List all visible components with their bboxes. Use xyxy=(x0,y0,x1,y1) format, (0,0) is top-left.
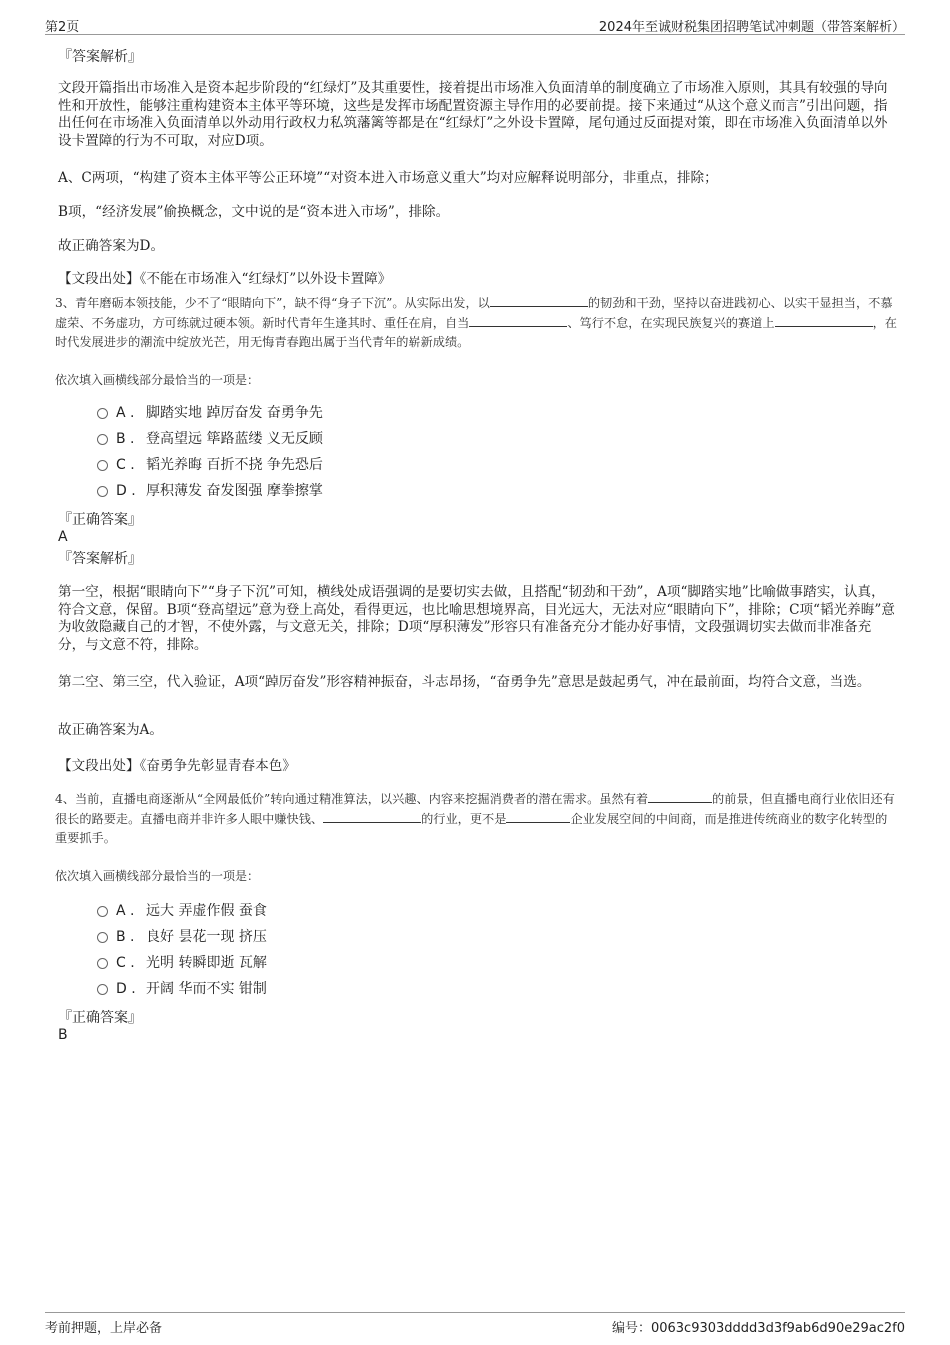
radio-icon[interactable] xyxy=(97,906,108,917)
analysis-1-para-3: B项，“经济发展”偷换概念，文中说的是“资本进入市场”，排除。 xyxy=(58,204,450,220)
option-text: 脚踏实地 踔厉奋发 奋勇争先 xyxy=(146,405,323,421)
blank xyxy=(469,314,567,327)
question-3-text-d: ，在时代发展进步的潮流中绽放光芒，用无悔青春跑出属于当代青年的崭新成绩。 xyxy=(55,315,897,349)
question-4-text-d: 企业发展空间的中间商，而是推进传统商业的数字化转型的重要抓手。 xyxy=(55,811,888,845)
analysis-label-1: 『答案解析』 xyxy=(58,49,142,65)
option-text: 光明 转瞬即逝 瓦解 xyxy=(146,955,267,971)
analysis-3-para-3-wrap xyxy=(58,722,896,740)
radio-icon[interactable] xyxy=(97,460,108,471)
option-text: 登高望远 筚路蓝缕 义无反顾 xyxy=(146,431,323,447)
analysis-3-para-2-wrap xyxy=(58,674,896,692)
option-text: 韬光养晦 百折不挠 争先恐后 xyxy=(146,457,323,473)
question-3-instruction: 依次填入画横线部分最恰当的一项是： xyxy=(55,373,260,387)
question-4-instruction: 依次填入画横线部分最恰当的一项是： xyxy=(55,869,260,883)
correct-label-4: 『正确答案』 xyxy=(58,1010,142,1026)
option-4-a[interactable] xyxy=(97,902,267,920)
analysis-1-conclusion: 故正确答案为D。 xyxy=(58,238,165,254)
question-3-text-b: 的韧劲和干劲，坚持以奋进践初心、以实干显担当，不慕虚荣、不务虚功，方可练就过硬本领。新时代青年生逢其时、重任在肩，自当 xyxy=(55,296,893,330)
option-3-a[interactable] xyxy=(97,404,323,422)
correct-answer-4: B xyxy=(58,1027,68,1043)
blank xyxy=(490,294,588,307)
question-4-text-c: 的行业，更不是 xyxy=(421,811,507,826)
question-3 xyxy=(55,294,897,353)
analysis-3-para-2: 第二空、第三空，代入验证，A项“踔厉奋发”形容精神振奋，斗志昂扬，“奋勇争先”意思是鼓起勇气，冲在最前面，均符合文意，当选。 xyxy=(58,674,871,690)
radio-icon[interactable] xyxy=(97,434,108,445)
analysis-1-para-1: 文段开篇指出市场准入是资本起步阶段的“红绿灯”及其重要性，接着提出市场准入负面清单的制度确立了市场准入原则，其具有较强的导向性和开放性，能够注重构建资本主体平等环境，这些是发挥市场配置资源主导作用的必要前提。接下来通过“从这个意义而言”引出问题，指出任何在市场准入负面清单以外动用行政权力私筑藩篱等都是在“红绿灯”之外设卡置障，尾句通过反面提对策，即在市场准入负面清单以外设卡置障的行为不可取，对应D项。 xyxy=(58,80,888,149)
analysis-label-3: 『答案解析』 xyxy=(58,551,142,567)
blank xyxy=(323,810,421,823)
option-4-c[interactable] xyxy=(97,954,267,972)
page-number: 第2页 xyxy=(45,20,80,35)
blank xyxy=(775,314,873,327)
correct-answer-3: A xyxy=(58,529,68,545)
document-code: 编号：0063c9303dddd3d3f9ab6d90e29ac2f0 xyxy=(611,1321,905,1336)
source-1-wrap xyxy=(58,271,896,289)
source-3-wrap xyxy=(58,758,896,776)
analysis-3-conclusion: 故正确答案为A。 xyxy=(58,722,163,738)
analysis-3-para-1-wrap xyxy=(58,584,896,654)
option-letter: A . xyxy=(116,405,135,421)
option-letter: B . xyxy=(116,431,135,447)
option-letter: D . xyxy=(116,981,136,997)
radio-icon[interactable] xyxy=(97,486,108,497)
radio-icon[interactable] xyxy=(97,984,108,995)
option-3-d[interactable] xyxy=(97,482,323,500)
page-footer xyxy=(45,1312,905,1335)
source-3: 【文段出处】《奋勇争先彰显青春本色》 xyxy=(58,758,296,774)
option-text: 厚积薄发 奋发图强 摩拳擦掌 xyxy=(146,483,323,499)
blank xyxy=(648,790,712,803)
source-1: 【文段出处】《不能在市场准入“红绿灯”以外设卡置障》 xyxy=(58,271,392,287)
radio-icon[interactable] xyxy=(97,932,108,943)
option-letter: A . xyxy=(116,903,135,919)
blank xyxy=(506,810,570,823)
option-text: 良好 昙花一现 挤压 xyxy=(146,929,267,945)
option-4-b[interactable] xyxy=(97,928,267,946)
option-letter: D . xyxy=(116,483,136,499)
analysis-1-para-3-wrap xyxy=(58,204,896,222)
radio-icon[interactable] xyxy=(97,958,108,969)
analysis-1 xyxy=(58,80,896,150)
question-4 xyxy=(55,790,897,849)
page-header xyxy=(45,14,905,35)
analysis-3-para-1: 第一空，根据“眼睛向下”“身子下沉”可知，横线处成语强调的是要切实去做，且搭配“韧劲和干劲”，A项“脚踏实地”比喻做事踏实，认真，符合文意，保留。B项“登高望远”意为登上高处，看得更远，也比喻思想境界高，目光远大，无法对应“眼睛向下”，排除；C项“韬光养晦”意为收敛隐藏自己的才智，不使外露，与文意无关，排除；D项“厚积薄发”形容只有准备充分才能办好事情，文段强调切实去做而非准备充分，与文意不符，排除。 xyxy=(58,584,895,653)
option-letter: C . xyxy=(116,955,135,971)
question-3-text-c: 、笃行不怠，在实现民族复兴的赛道上 xyxy=(567,315,775,330)
option-4-d[interactable] xyxy=(97,980,267,998)
analysis-1-para-4-wrap xyxy=(58,238,896,256)
analysis-1-para-2-wrap xyxy=(58,170,896,188)
correct-label-3: 『正确答案』 xyxy=(58,512,142,528)
option-letter: C . xyxy=(116,457,135,473)
option-letter: B . xyxy=(116,929,135,945)
question-3-text-a: 3、青年磨砺本领技能，少不了“眼睛向下”，缺不得“身子下沉”。从实际出发，以 xyxy=(55,296,490,310)
option-3-b[interactable] xyxy=(97,430,323,448)
analysis-1-para-2: A、C两项，“构建了资本主体平等公正环境”“对资本进入市场意义重大”均对应解释说明部分，非重点，排除； xyxy=(58,170,718,186)
radio-icon[interactable] xyxy=(97,408,108,419)
option-text: 开阔 华而不实 钳制 xyxy=(146,981,267,997)
option-text: 远大 弄虚作假 蚕食 xyxy=(146,903,267,919)
question-4-text-a: 4、当前，直播电商逐渐从“全网最低价”转向通过精准算法，以兴趣、内容来挖掘消费者的潜在需求。虽然有着 xyxy=(55,792,649,806)
footer-slogan: 考前押题，上岸必备 xyxy=(45,1321,163,1336)
option-3-c[interactable] xyxy=(97,456,323,474)
document-title: 2024年至诚财税集团招聘笔试冲刺题（带答案解析） xyxy=(598,20,905,35)
question-4-text-b: 的前景，但直播电商行业依旧还有很长的路要走。直播电商并非许多人眼中赚快钱、 xyxy=(55,792,895,826)
